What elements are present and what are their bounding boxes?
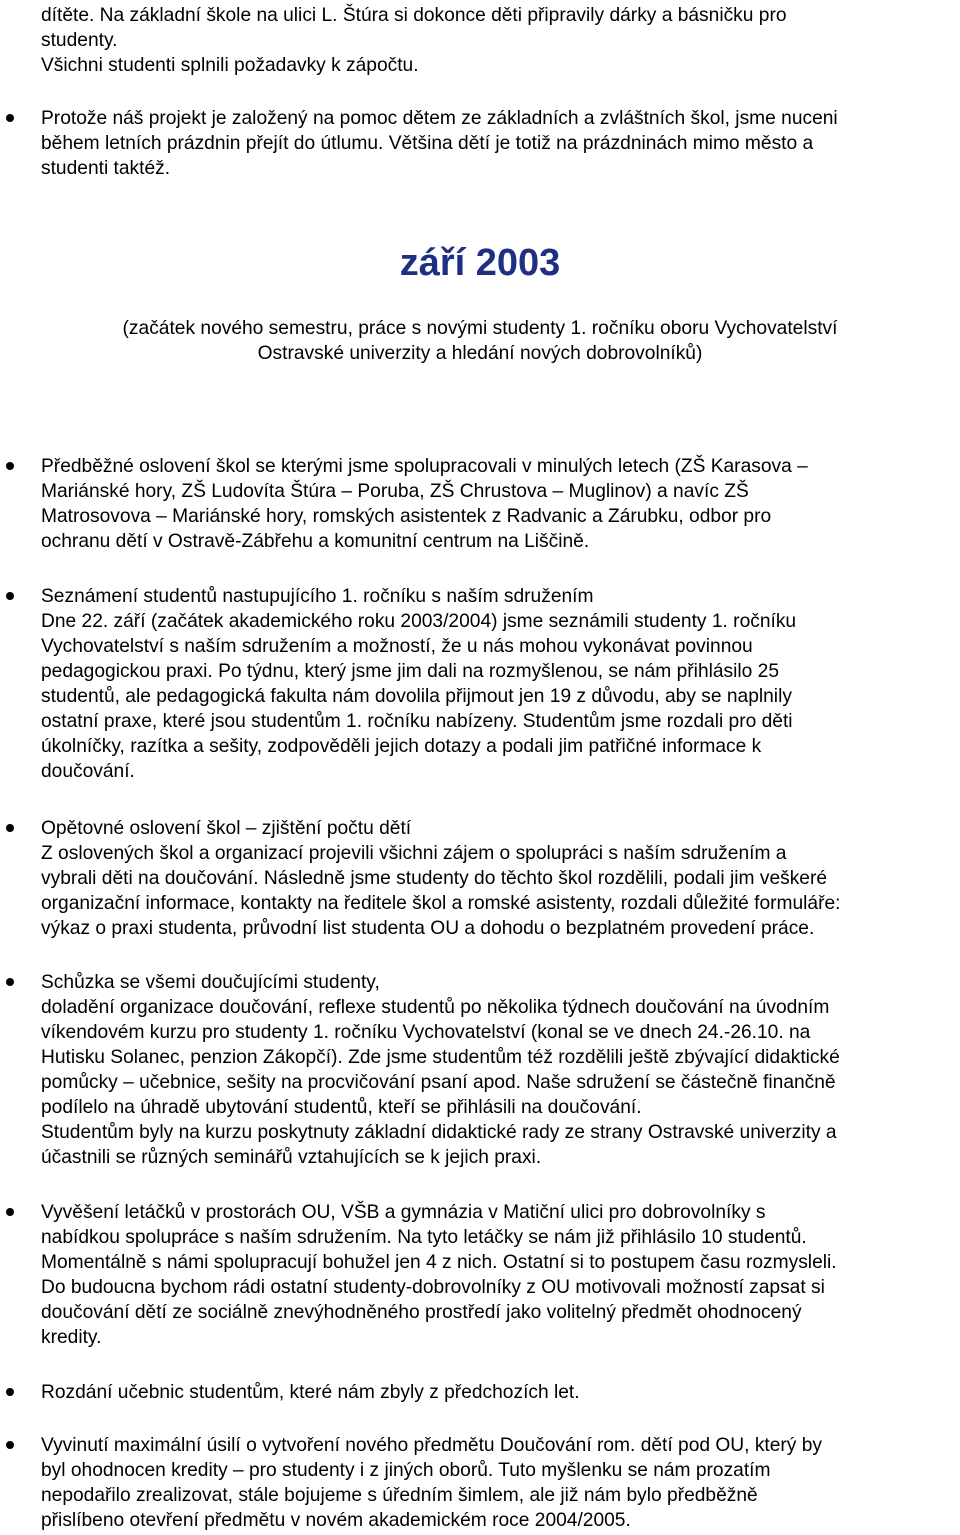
intro-line: dítěte. Na základní škole na ulici L. Štúra si dokonce děti připravily dárky a básničku pro xyxy=(41,5,787,26)
list-item-line: Studentům byly na kurzu poskytnuty základní didaktické rady ze strany Ostravské univerzity a xyxy=(41,1122,837,1143)
list-item-line: nepodařilo zrealizovat, stále bojujeme s úředním šimlem, ale již nám bylo předběžně xyxy=(41,1485,758,1506)
list-item-line: byl ohodnocen kredity – pro studenty i z jiných oborů. Tuto myšlenku se nám prozatím xyxy=(41,1460,771,1481)
list-item-line: Rozdání učebnic studentům, které nám zbyly z předchozích let. xyxy=(41,1382,580,1403)
list-item-line: ostatní praxe, které jsou studentům 1. ročníku nabízeny. Studentům jsme rozdali pro děti xyxy=(41,711,793,732)
list-item-line: Schůzka se všemi doučujícími studenty, xyxy=(41,972,380,993)
list-item-line: Vyvinutí maximální úsilí o vytvoření nového předmětu Doučování rom. dětí pod OU, který by xyxy=(41,1435,823,1456)
list-item-line: Do budoucna bychom rádi ostatní studenty-dobrovolníky z OU motivovali možností zapsat si xyxy=(41,1277,825,1298)
list-item xyxy=(41,1200,956,1350)
list-item xyxy=(41,970,956,1170)
list-item-line: přislíbeno otevření předmětu v novém akademickém roce 2004/2005. xyxy=(41,1510,631,1531)
section-title: září 2003 xyxy=(399,242,561,284)
bullet-icon xyxy=(6,114,14,122)
list-item-line: doladění organizace doučování, reflexe studentů po několika týdnech doučování na úvodním xyxy=(41,997,830,1018)
list-item-line: studentů, ale pedagogická fakulta nám dovolila přijmout jen 19 z důvodu, aby se naplnily xyxy=(41,686,792,707)
list-item-line: pomůcky – učebnice, sešity na procvičování psaní apod. Naše sdružení se částečně finančně xyxy=(41,1072,836,1093)
list-item xyxy=(41,454,956,554)
list-item-line: Vyvěšení letáčků v prostorách OU, VŠB a gymnázia v Matiční ulici pro dobrovolníky s xyxy=(41,1202,766,1223)
list-item-line: víkendovém kurzu pro studenty 1. ročníku Vychovatelství (konal se ve dnech 24.-26.10. na xyxy=(41,1022,811,1043)
list-item xyxy=(41,1380,956,1405)
bullet-icon xyxy=(6,462,14,470)
list-item-line: organizační informace, kontakty na ředitele škol a romské asistenty, rozdali důležité formuláře: xyxy=(41,893,841,914)
list-item xyxy=(41,1433,956,1533)
intro-line: Všichni studenti splnili požadavky k zápočtu. xyxy=(41,55,419,76)
list-item-line: nabídkou spolupráce s naším sdružením. Na tyto letáčky se nám již přihlásilo 10 studentů. xyxy=(41,1227,807,1248)
bullet-icon xyxy=(6,978,14,986)
list-item-line: Seznámení studentů nastupujícího 1. ročníku s naším sdružením xyxy=(41,586,594,607)
list-item-line: Matrosovova – Mariánské hory, romských asistentek z Radvanic a Zárubku, odbor pro xyxy=(41,506,772,527)
list-item-line: ochranu dětí v Ostravě-Zábřehu a komunitní centrum na Liščině. xyxy=(41,531,590,552)
section-subtitle-line: Ostravské univerzity a hledání nových dobrovolníků) xyxy=(257,343,703,364)
list-item-line: účastnili se různých seminářů vztahujících se k jejich praxi. xyxy=(41,1147,542,1168)
summer-line: Protože náš projekt je založený na pomoc dětem ze základních a zvláštních škol, jsme nuceni xyxy=(41,108,838,129)
list-item xyxy=(41,584,956,784)
list-item-line: doučování dětí ze sociálně znevýhodněného prostředí jako volitelný předmět ohodnocený xyxy=(41,1302,802,1323)
list-item-line: kredity. xyxy=(41,1327,102,1348)
intro-paragraph xyxy=(41,3,956,78)
list-item-line: Předběžné oslovení škol se kterými jsme spolupracovali v minulých letech (ZŠ Karasova – xyxy=(41,456,808,477)
list-item-line: Mariánské hory, ZŠ Ludovíta Štúra – Poruba, ZŠ Chrustova – Muglinov) a navíc ZŠ xyxy=(41,481,749,502)
list-item-line: vybrali děti na doučování. Následně jsme studenty do těchto škol rozdělili, podali jim veškeré xyxy=(41,868,828,889)
list-item xyxy=(41,816,956,941)
list-item-line: Dne 22. září (začátek akademického roku 2003/2004) jsme seznámili studenty 1. ročníku xyxy=(41,611,797,632)
bullet-icon xyxy=(6,824,14,832)
list-item-line: podílelo na úhradě ubytování studentů, kteří se přihlásili na doučování. xyxy=(41,1097,642,1118)
bullet-icon xyxy=(6,1441,14,1449)
list-item-line: doučování. xyxy=(41,761,135,782)
bullet-icon xyxy=(6,1208,14,1216)
section-subtitle xyxy=(0,316,960,366)
list-item-line: úkolníčky, razítka a sešity, zodpověděli jejich dotazy a podali jim patřičné informace k xyxy=(41,736,762,757)
list-item-line: Momentálně s námi spolupracují bohužel jen 4 z nich. Ostatní si to postupem času rozmysleli. xyxy=(41,1252,837,1273)
summer-paragraph xyxy=(41,106,956,181)
bullet-icon xyxy=(6,592,14,600)
list-item-line: pedagogickou praxi. Po týdnu, který jsme jim dali na rozmyšlenou, se nám přihlásilo 25 xyxy=(41,661,780,682)
summer-line: během letních prázdnin přejít do útlumu. Většina dětí je totiž na prázdninách mimo město a xyxy=(41,133,814,154)
list-item-line: Opětovné oslovení škol – zjištění počtu dětí xyxy=(41,818,412,839)
summer-line: studenti taktéž. xyxy=(41,158,171,179)
intro-line: studenty. xyxy=(41,30,118,51)
bullet-icon xyxy=(6,1388,14,1396)
list-item-line: Z oslovených škol a organizací projevili všichni zájem o spolupráci s naším sdružením a xyxy=(41,843,787,864)
section-subtitle-line: (začátek nového semestru, práce s novými studenty 1. ročníku oboru Vychovatelství xyxy=(122,318,838,339)
list-item-line: výkaz o praxi studenta, průvodní list studenta OU a dohodu o bezplatném provedení práce. xyxy=(41,918,815,939)
list-item-line: Vychovatelství s naším sdružením a možností, že u nás mohou vykonávat povinnou xyxy=(41,636,753,657)
list-item-line: Hutisku Solanec, penzion Zákopčí). Zde jsme studentům též rozdělili ještě zbývající didaktické xyxy=(41,1047,840,1068)
